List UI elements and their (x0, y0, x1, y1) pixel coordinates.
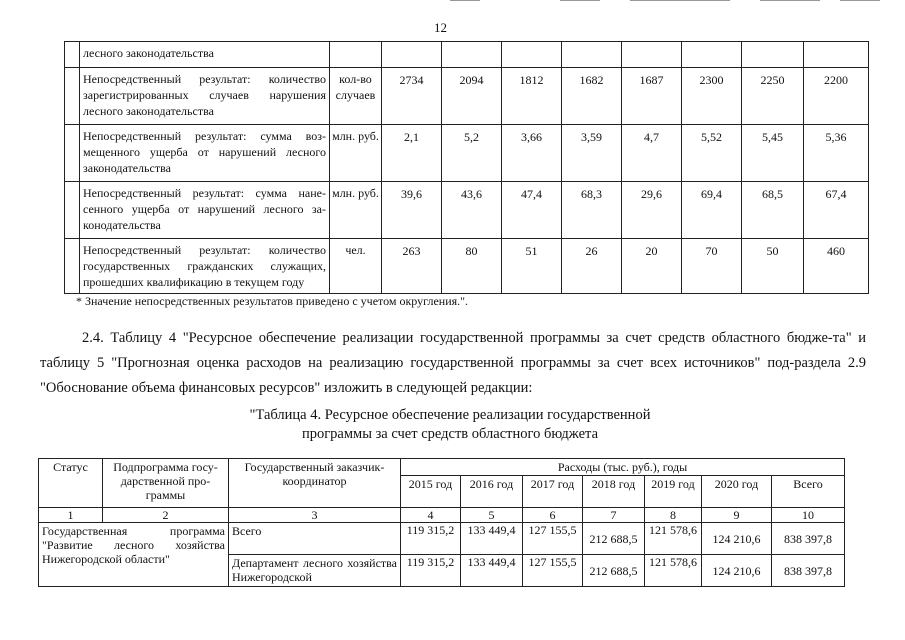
header-year: 2019 год (645, 476, 702, 508)
indicator-unit (330, 42, 382, 68)
table-row: Непосредственный результат: сумма нане-сенного ущерба от нарушений лесного за-конодательства млн. руб. 39,6 43,6 47,4 68,3 29,6 69,4 68,5 67,4 (65, 182, 869, 239)
indicator-desc: лесного законодательства (80, 42, 330, 68)
table-row (65, 42, 869, 68)
indicator-unit: млн. руб. (330, 182, 382, 239)
header-total: Всего (772, 476, 845, 508)
header-customer: Государственный заказчик-координатор (229, 459, 401, 508)
indicator-unit: млн. руб. (330, 125, 382, 182)
scan-top-line (840, 0, 880, 1)
table-row: Непосредственный результат: сумма воз-мещенного ущерба от нарушений лесного законодательства млн. руб. 2,1 5,2 3,66 3,59 4,7 5,52 5,45 5,36 (65, 125, 869, 182)
header-subprogram: Подпрограмма госу-дарственной про-граммы (103, 459, 229, 508)
header-expenses: Расходы (тыс. руб.), годы (401, 459, 845, 476)
indicator-desc: Непосредственный результат: сумма воз-мещенного ущерба от нарушений лесного законодательства (80, 125, 330, 182)
resources-table (38, 458, 845, 587)
indicator-unit: кол-во случаев (330, 68, 382, 125)
table-row: Непосредственный результат: количество государственных гражданских служащих, прошедших квалификацию в текущем году чел. 263 80 51 26 20 70 50 460 (65, 239, 869, 294)
table-row: Государственная программа "Развитие лесного хозяйства Нижегородской области" Всего 119 315,2 133 449,4 127 155,5 212 688,5 121 578,6 124 210,6 838 397,8 (39, 523, 845, 555)
program-status: Государственная программа "Развитие лесного хозяйства Нижегородской области" (39, 523, 229, 587)
indicator-desc: Непосредственный результат: сумма нане-сенного ущерба от нарушений лесного за-конодательства (80, 182, 330, 239)
indicator-desc: Непосредственный результат: количество государственных гражданских служащих, прошедших квалификацию в текущем году (80, 239, 330, 294)
scan-top-line (760, 0, 820, 1)
header-year: 2020 год (702, 476, 772, 508)
header-year: 2016 год (461, 476, 523, 508)
customer-cell: Всего (229, 523, 401, 555)
table-caption: "Таблица 4. Ресурсное обеспечение реализации государственной программы за счет средств областного бюджета (249, 407, 651, 442)
column-number-row: 1 2 3 4 5 6 7 8 9 10 (39, 508, 845, 523)
header-year: 2018 год (583, 476, 645, 508)
customer-cell: Департамент лесного хозяйства Нижегородской (229, 555, 401, 587)
header-status: Статус (39, 459, 103, 508)
table-header-row (39, 459, 845, 476)
table-row: Департамент лесного хозяйства Нижегородской 119 315,2 133 449,4 127 155,5 212 688,5 121 578,6 124 210,6 838 397,8 (39, 555, 845, 587)
indicator-unit: чел. (330, 239, 382, 294)
header-year: 2017 год (523, 476, 583, 508)
scan-top-line (630, 0, 730, 1)
body-paragraph: 2.4. Таблицу 4 "Ресурсное обеспечение реализации государственной программы за счет средств областного бюдже-та" и таблицу 5 "Прогнозная оценка расходов на реализацию государственной программы за счет всех источников" под-раздела 2.9 "Обоснование объема финансовых ресурсов" изложить в следующей редакции: (40, 330, 866, 396)
footnote: * Значение непосредственных результатов приведено с учетом округления.". (76, 294, 469, 308)
indicator-desc: Непосредственный результат: количество зарегистрированных случаев нарушения лесного законодательства (80, 68, 330, 125)
scan-top-line (450, 0, 480, 1)
header-year: 2015 год (401, 476, 461, 508)
table-row: Непосредственный результат: количество зарегистрированных случаев нарушения лесного законодательства кол-во случаев 2734 2094 1812 1682 1687 2300 2250 2200 (65, 68, 869, 125)
indicators-table (64, 41, 869, 294)
scan-top-line (560, 0, 600, 1)
page-number: 12 (434, 20, 447, 35)
